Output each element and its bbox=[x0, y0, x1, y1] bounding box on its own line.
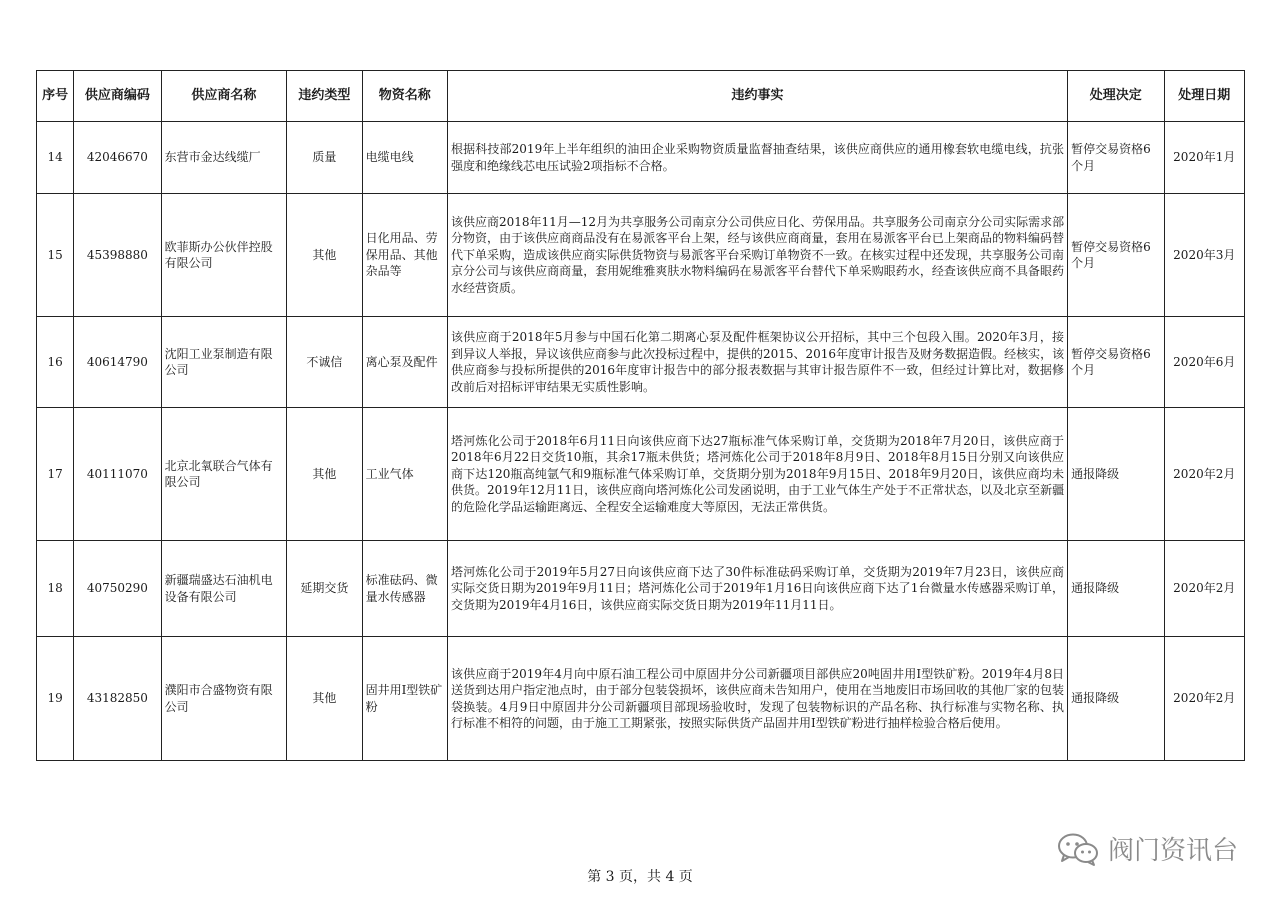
cell-date: 2020年2月 bbox=[1164, 408, 1244, 541]
cell-name: 北京北氧联合气体有限公司 bbox=[161, 408, 287, 541]
table-row bbox=[37, 317, 1245, 408]
table-row bbox=[37, 122, 1245, 194]
page-footer: 第 3 页，共 4 页 bbox=[587, 869, 693, 885]
header-date: 处理日期 bbox=[1164, 71, 1244, 122]
cell-name: 欧菲斯办公伙伴控股有限公司 bbox=[161, 194, 287, 317]
cell-decision: 暂停交易资格6个月 bbox=[1068, 122, 1164, 194]
cell-code: 43182850 bbox=[74, 637, 161, 761]
cell-material: 离心泵及配件 bbox=[362, 317, 447, 408]
cell-material: 电缆电线 bbox=[362, 122, 447, 194]
cell-fact: 塔河炼化公司于2018年6月11日向该供应商下达27瓶标准气体采购订单，交货期为2018年7月20日，该供应商于2018年6月22日交货10瓶，其余17瓶未供货；塔河炼化公司于2018年8月9日、2018年8月15日分别又向该供应商下达120瓶高纯氩气和9瓶标准气体采购订单，交货期分别为2018年9月15日、2018年9月20日，该供应商均未供货。2019年12月11日，该供应商向塔河炼化公司发函说明，由于工业气体生产处于不正常状态，以及北京至新疆的危险化学品运输距离远、全程安全运输难度大等原因，无法正常供货。 bbox=[447, 408, 1067, 541]
cell-no: 14 bbox=[37, 122, 74, 194]
cell-date: 2020年2月 bbox=[1164, 637, 1244, 761]
table-row bbox=[37, 637, 1245, 761]
cell-code: 42046670 bbox=[74, 122, 161, 194]
cell-decision: 通报降级 bbox=[1068, 637, 1164, 761]
header-violation-type: 违约类型 bbox=[287, 71, 362, 122]
cell-material: 固井用I型铁矿粉 bbox=[362, 637, 447, 761]
table-row bbox=[37, 408, 1245, 541]
cell-name: 新疆瑞盛达石油机电设备有限公司 bbox=[161, 541, 287, 637]
cell-type: 其他 bbox=[287, 194, 362, 317]
cell-type: 其他 bbox=[287, 637, 362, 761]
cell-name: 沈阳工业泵制造有限公司 bbox=[161, 317, 287, 408]
cell-decision: 通报降级 bbox=[1068, 408, 1164, 541]
header-no: 序号 bbox=[37, 71, 74, 122]
table-header-row bbox=[37, 71, 1245, 122]
cell-code: 40111070 bbox=[74, 408, 161, 541]
header-supplier-name: 供应商名称 bbox=[161, 71, 287, 122]
cell-type: 不诚信 bbox=[287, 317, 362, 408]
cell-material: 日化用品、劳保用品、其他杂品等 bbox=[362, 194, 447, 317]
cell-fact: 该供应商于2018年5月参与中国石化第二期离心泵及配件框架协议公开招标，其中三个包段入围。2020年3月，接到异议人举报，异议该供应商参与此次投标过程中，提供的2015、2016年度审计报告及财务数据造假。经核实，该供应商参与投标所提供的2016年度审计报告中的部分报表数据与其审计报告原件不一致，但经过计算比对，数据修改前后对招标评审结果无实质性影响。 bbox=[447, 317, 1067, 408]
cell-decision: 暂停交易资格6个月 bbox=[1068, 194, 1164, 317]
cell-material: 标准砝码、微量水传感器 bbox=[362, 541, 447, 637]
watermark bbox=[1056, 830, 1238, 867]
cell-date: 2020年1月 bbox=[1164, 122, 1244, 194]
cell-date: 2020年3月 bbox=[1164, 194, 1244, 317]
cell-type: 质量 bbox=[287, 122, 362, 194]
cell-type: 其他 bbox=[287, 408, 362, 541]
cell-no: 16 bbox=[37, 317, 74, 408]
cell-name: 东营市金达线缆厂 bbox=[161, 122, 287, 194]
cell-no: 18 bbox=[37, 541, 74, 637]
cell-decision: 通报降级 bbox=[1068, 541, 1164, 637]
wechat-icon bbox=[1056, 831, 1100, 867]
cell-fact: 塔河炼化公司于2019年5月27日向该供应商下达了30件标准砝码采购订单，交货期为2019年7月23日，该供应商实际交货日期为2019年9月11日；塔河炼化公司于2019年1月16日向该供应商下达了1台微量水传感器采购订单，交货期为2019年4月16日，该供应商实际交货日期为2019年11月11日。 bbox=[447, 541, 1067, 637]
cell-fact: 该供应商于2019年4月向中原石油工程公司中原固井分公司新疆项目部供应20吨固井用I型铁矿粉。2019年4月8日送货到达用户指定池点时，由于部分包装袋损坏，该供应商未告知用户，使用在当地废旧市场回收的其他厂家的包装袋换装。4月9日中原固井分公司新疆项目部现场验收时，发现了包装物标识的产品名称、执行标准与实物名称、执行标准不相符的问题，由于施工工期紧张，按照实际供货产品固井用I型铁矿粉进行抽样检验合格后使用。 bbox=[447, 637, 1067, 761]
cell-no: 19 bbox=[37, 637, 74, 761]
header-violation-facts: 违约事实 bbox=[447, 71, 1067, 122]
cell-date: 2020年2月 bbox=[1164, 541, 1244, 637]
cell-material: 工业气体 bbox=[362, 408, 447, 541]
table-row bbox=[37, 194, 1245, 317]
cell-decision: 暂停交易资格6个月 bbox=[1068, 317, 1164, 408]
watermark-text: 阀门资讯台 bbox=[1107, 836, 1238, 866]
cell-date: 2020年6月 bbox=[1164, 317, 1244, 408]
cell-no: 17 bbox=[37, 408, 74, 541]
header-decision: 处理决定 bbox=[1068, 71, 1164, 122]
header-material-name: 物资名称 bbox=[362, 71, 447, 122]
cell-fact: 该供应商2018年11月—12月为共享服务公司南京分公司供应日化、劳保用品。共享服务公司南京分公司实际需求部分物资，由于该供应商商品没有在易派客平台上架，经与该供应商商量，套用在易派客平台已上架商品的物料编码替代下单采购，造成该供应商实际供货物资与易派客平台采购订单物资不一致。在核实过程中还发现，共享服务公司南京分公司与该供应商商量，套用妮维雅爽肤水物料编码在易派客平台替代下单采购眼药水，经查该供应商不具备眼药水经营资质。 bbox=[447, 194, 1067, 317]
header-supplier-code: 供应商编码 bbox=[74, 71, 161, 122]
supplier-violation-table bbox=[36, 70, 1245, 761]
cell-name: 濮阳市合盛物资有限公司 bbox=[161, 637, 287, 761]
cell-type: 延期交货 bbox=[287, 541, 362, 637]
table-row bbox=[37, 541, 1245, 637]
cell-code: 45398880 bbox=[74, 194, 161, 317]
cell-no: 15 bbox=[37, 194, 74, 317]
cell-code: 40750290 bbox=[74, 541, 161, 637]
cell-fact: 根据科技部2019年上半年组织的油田企业采购物资质量监督抽查结果，该供应商供应的通用橡套软电缆电线，抗张强度和绝缘线芯电压试验2项指标不合格。 bbox=[447, 122, 1067, 194]
cell-code: 40614790 bbox=[74, 317, 161, 408]
